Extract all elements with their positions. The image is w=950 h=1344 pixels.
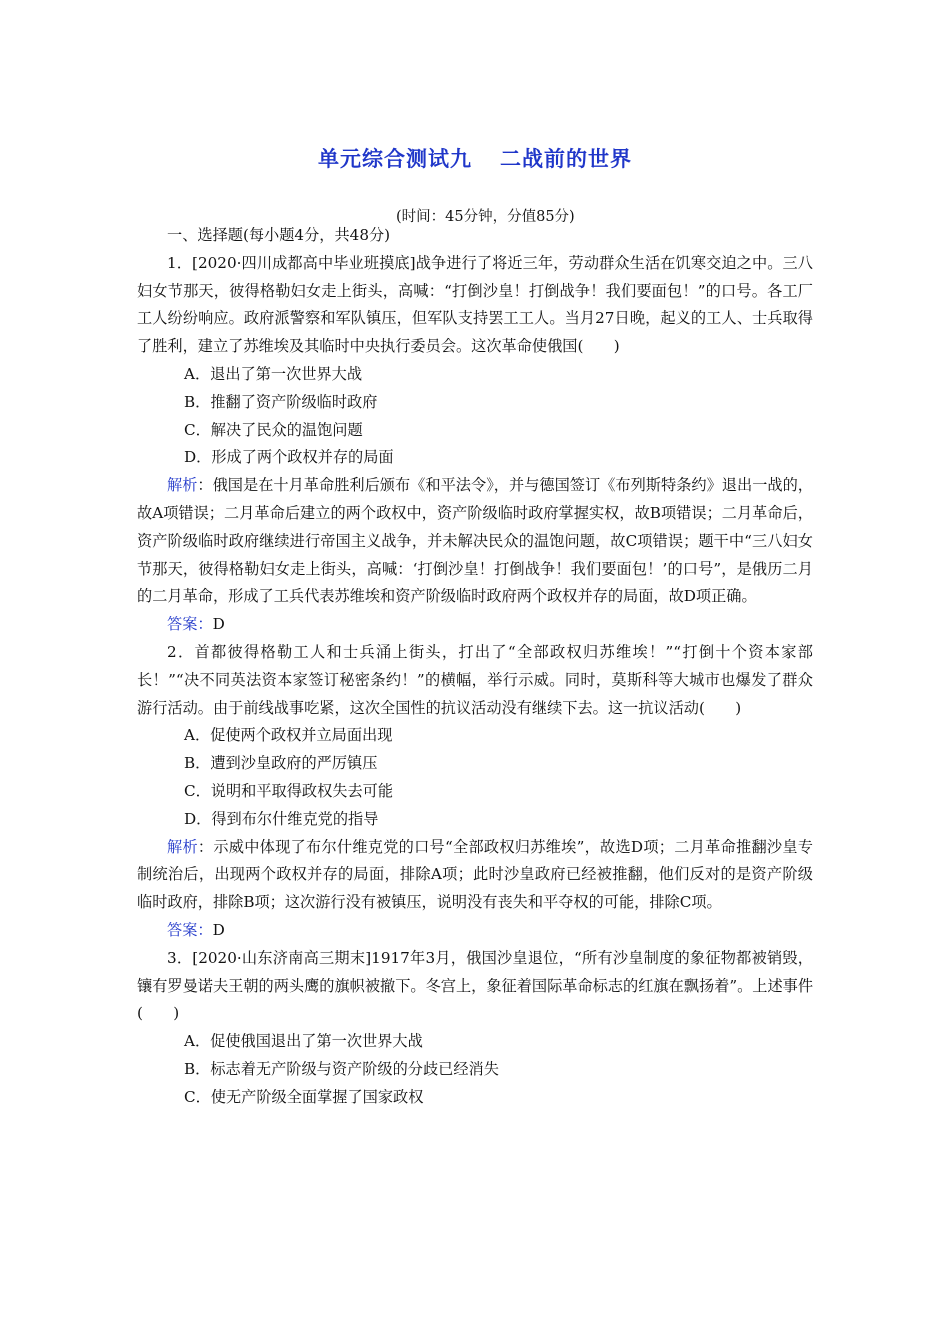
question-2-stem: 2．首都彼得格勒工人和士兵涌上街头，打出了“全部政权归苏维埃！”“打倒十个资本家部长！”“决不同英法资本家签订秘密条约！”的横幅，举行示威。同时，莫斯科等大城市也爆发了群众游行活动。由于前线战事吃紧，这次全国性的抗议活动没有继续下去。这一抗议活动( ) xyxy=(137,642,813,717)
question-3-option-a: A．促使俄国退出了第一次世界大战 xyxy=(184,1032,423,1051)
question-1-analysis xyxy=(137,472,813,611)
question-3-option-b: B．标志着无产阶级与资产阶级的分歧已经消失 xyxy=(184,1059,499,1078)
question-2-answer xyxy=(137,917,813,945)
page-title xyxy=(0,143,950,173)
answer-label: 答案： xyxy=(167,615,213,634)
answer-value: D xyxy=(212,920,225,939)
question-3-option-c: C．使无产阶级全面掌握了国家政权 xyxy=(184,1087,424,1106)
question-2-option-a: A．促使两个政权并立局面出现 xyxy=(184,726,393,745)
section-heading: 一、选择题(每小题4分，共48分) xyxy=(167,226,391,244)
title-main: 单元综合测试九 xyxy=(318,147,472,171)
title-sub: 二战前的世界 xyxy=(500,147,632,171)
analysis-text: ：示威中体现了布尔什维克党的口号“全部政权归苏维埃”，故选D项；二月革命推翻沙皇专制统治后，出现两个政权并存的局面，排除A项；此时沙皇政府已经被推翻，他们反对的是资产阶级临时政府，排除B项；这次游行没有被镇压，说明没有丧失和平夺权的可能，排除C项。 xyxy=(137,837,813,912)
time-info: (时间：45分钟，分值85分) xyxy=(396,209,575,225)
analysis-text: ：俄国是在十月革命胜利后颁布《和平法令》，并与德国签订《布列斯特条约》退出一战的，故A项错误；二月革命后建立的两个政权中，资产阶级临时政府掌握实权，故B项错误；二月革命后，资产阶级临时政府继续进行帝国主义战争，并未解决民众的温饱问题，故C项错误；题干中“三八妇女节那天，彼得格勒妇女走上街头，高喊：‘打倒沙皇！打倒战争！我们要面包！’的口号”，是俄历二月的二月革命，形成了工兵代表苏维埃和资产阶级临时政府两个政权并存的局面，故D项正确。 xyxy=(137,476,813,606)
question-2-option-c: C．说明和平取得政权失去可能 xyxy=(184,781,394,800)
analysis-label: 解析 xyxy=(167,837,198,856)
question-1-answer xyxy=(137,611,813,639)
question-1-option-a: A．退出了第一次世界大战 xyxy=(184,364,363,383)
question-2-option-d: D．得到布尔什维克党的指导 xyxy=(184,809,379,828)
question-1-option-d: D．形成了两个政权并存的局面 xyxy=(184,448,394,467)
question-1-option-b: B．推翻了资产阶级临时政府 xyxy=(184,392,378,411)
content xyxy=(137,222,813,1112)
analysis-label: 解析 xyxy=(167,476,198,495)
question-1-stem: 1．[2020·四川成都高中毕业班摸底]战争进行了将近三年，劳动群众生活在饥寒交迫之中。三八妇女节那天，彼得格勒妇女走上街头，高喊：“打倒沙皇！打倒战争！我们要面包！”的口号。各工厂工人纷纷响应。政府派警察和军队镇压，但军队支持罢工工人。当月27日晚，起义的工人、士兵取得了胜利，建立了苏维埃及其临时中央执行委员会。这次革命使俄国( ) xyxy=(137,253,813,356)
question-2-analysis xyxy=(137,834,813,917)
question-1-option-c: C．解决了民众的温饱问题 xyxy=(184,420,363,439)
question-2-option-b: B．遭到沙皇政府的严厉镇压 xyxy=(184,754,378,773)
question-3-stem: 3．[2020·山东济南高三期末]1917年3月，俄国沙皇退位，“所有沙皇制度的象征物都被销毁，镶有罗曼诺夫王朝的两头鹰的旗帜被撤下。冬宫上，象征着国际革命标志的红旗在飘扬着”。上述事件( ) xyxy=(137,948,814,1023)
answer-label: 答案： xyxy=(167,920,213,939)
answer-value: D xyxy=(212,615,225,634)
